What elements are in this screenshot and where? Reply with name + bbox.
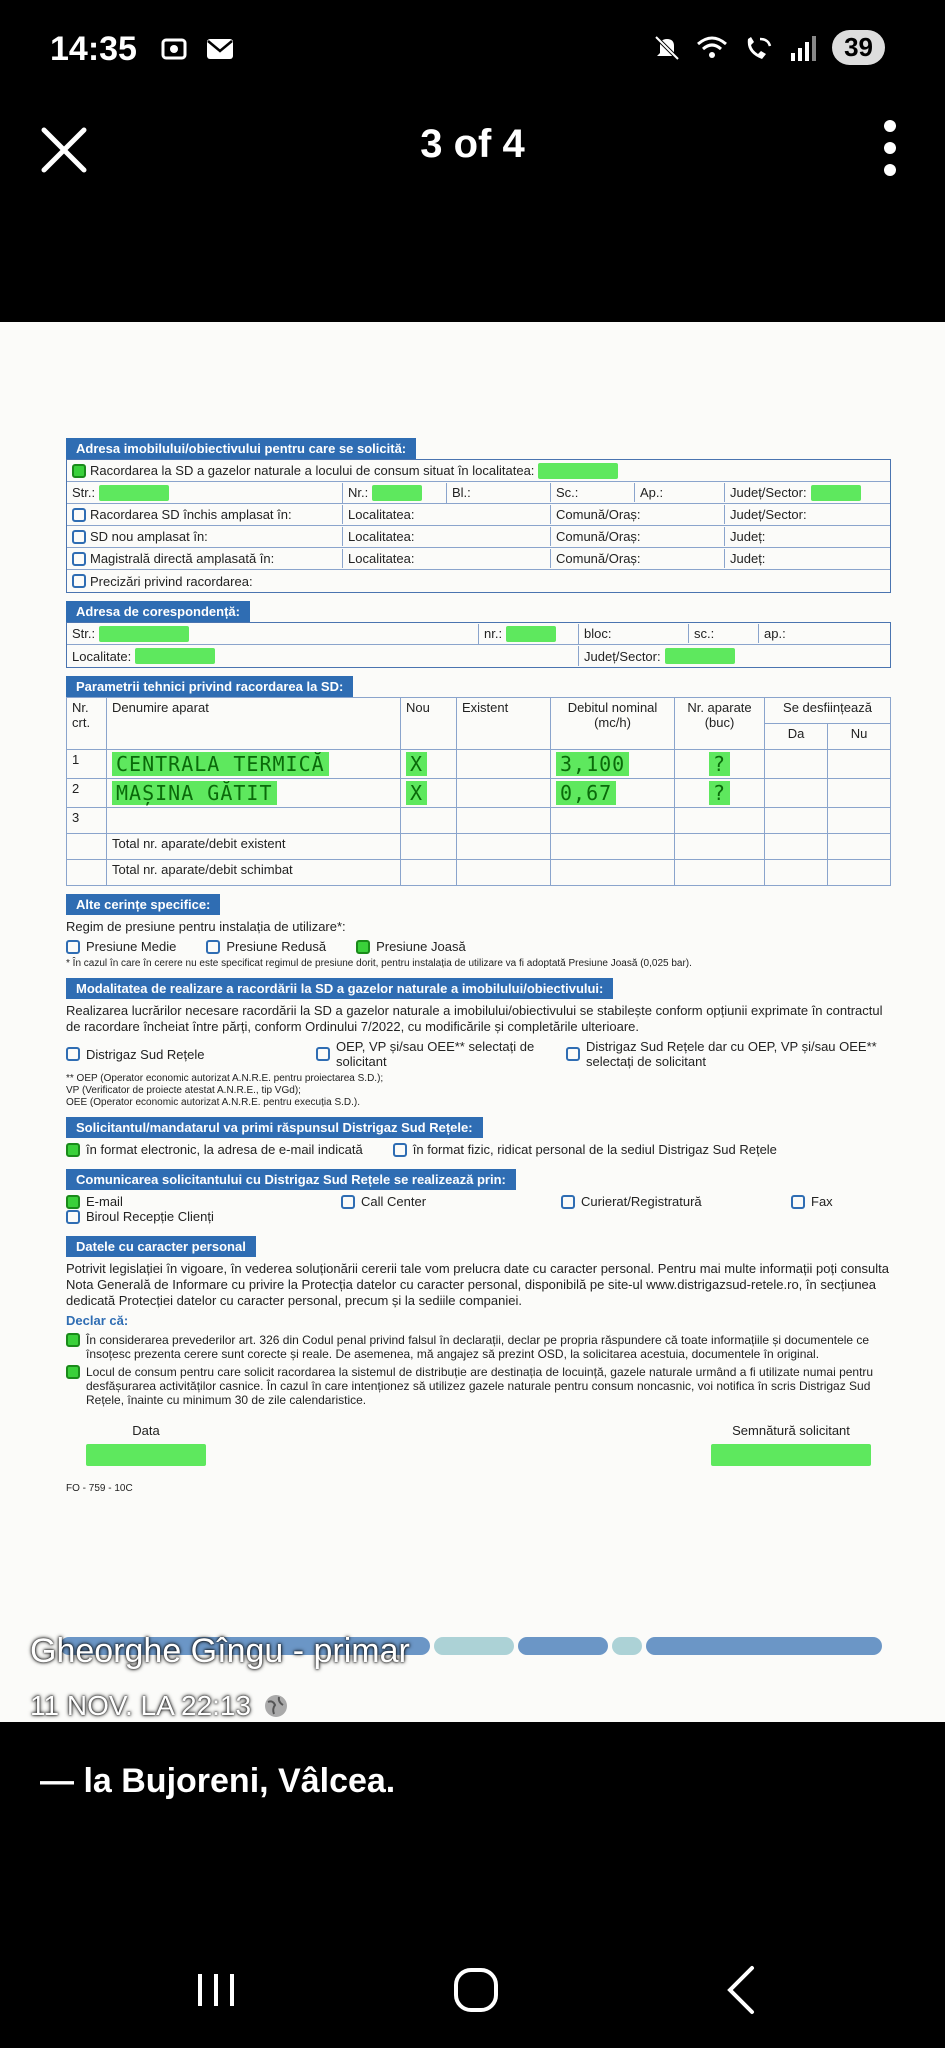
signal-icon <box>788 33 818 63</box>
checkbox[interactable] <box>393 1143 407 1157</box>
table-row: Total nr. aparate/debit existent <box>67 834 891 860</box>
checkbox[interactable] <box>72 508 86 522</box>
execution-options: Distrigaz Sud Rețele OEP, VP și/sau OEE** selectați de solicitant Distrigaz Sud Rețele dar cu OEP, VP și/sau OEE** selectați de solicitant <box>66 1039 891 1069</box>
checkbox[interactable] <box>561 1195 575 1209</box>
section-header: Modalitatea de realizare a racordării la SD a gazelor naturale a imobilului/obiectivului: <box>66 978 613 999</box>
home-icon[interactable] <box>446 1960 506 2020</box>
section-header: Alte cerințe specifice: <box>66 894 220 915</box>
communication-options: E-mail Call Center Curierat/Registratură Fax Biroul Recepție Clienți <box>66 1194 891 1224</box>
handwritten-entry: ? <box>709 752 730 776</box>
handwritten-entry: CENTRALA TERMICĂ <box>112 752 329 776</box>
section-header: Comunicarea solicitantului cu Distrigaz Sud Rețele se realizează prin: <box>66 1169 516 1190</box>
handwritten-entry: MAȘINA GĂTIT <box>112 781 277 805</box>
response-options: în format electronic, la adresa de e-mail indicată în format fizic, ridicat personal de la sediul Distrigaz Sud Rețele <box>66 1142 891 1157</box>
table-row: 1 CENTRALA TERMICĂ X 3,100 ? <box>67 750 891 779</box>
wifi-call-icon <box>742 33 774 63</box>
checkbox[interactable] <box>66 1210 80 1224</box>
page-counter: 3 of 4 <box>420 122 525 166</box>
handwritten-entry: 3,100 <box>556 752 629 776</box>
battery-level: 39 <box>832 30 885 65</box>
more-options-icon[interactable] <box>875 116 905 180</box>
checkbox[interactable] <box>66 1333 80 1347</box>
checkbox[interactable] <box>66 1143 80 1157</box>
section-header: Parametrii tehnici privind racordarea la SD: <box>66 676 353 697</box>
location-tag[interactable]: — la Bujoreni, Vâlcea. <box>40 1762 396 1800</box>
post-author[interactable]: Gheorghe Gîngu - primar <box>30 1632 410 1670</box>
status-bar <box>0 0 945 100</box>
signature-area: Data Semnătură solicitant <box>66 1423 891 1469</box>
screenshot-icon <box>158 33 190 65</box>
handwritten-entry: X <box>406 752 427 776</box>
checkbox[interactable] <box>66 940 80 954</box>
pressure-options: Presiune Medie Presiune Redusă Presiune Joasă <box>66 939 891 954</box>
checkbox[interactable] <box>72 530 86 544</box>
checkbox[interactable] <box>66 1365 80 1379</box>
table-row: Total nr. aparate/debit schimbat <box>67 860 891 886</box>
checkbox[interactable] <box>356 940 370 954</box>
mailing-address-box: Str.: nr.: bloc: sc.: ap.: Localitate: Județ/Sector: <box>66 622 891 668</box>
section-header: Adresa imobilului/obiectivului pentru care se solicită: <box>66 438 416 459</box>
technical-parameters-table: Nr. crt. Denumire aparat Nou Existent Debitul nominal (mc/h) Nr. aparate (buc) Se desființează Da Nu 1 CENTRALA TERMICĂ X 3,100 ? 2 MAȘINA GĂTIT X 0,67 ? 3 Total nr. aparate/debit existent Total nr. aparate/debit schimbat <box>66 697 891 886</box>
wifi-icon <box>696 33 728 63</box>
back-icon[interactable] <box>712 1960 772 2020</box>
checkbox[interactable] <box>72 464 86 478</box>
checkbox[interactable] <box>72 552 86 566</box>
table-row: 3 <box>67 808 891 834</box>
mail-icon <box>204 33 236 65</box>
handwritten-entry: X <box>406 781 427 805</box>
mute-icon <box>652 33 682 63</box>
handwritten-entry: 0,67 <box>556 781 616 805</box>
globe-icon <box>263 1693 289 1719</box>
checkbox[interactable] <box>791 1195 805 1209</box>
document-photo[interactable] <box>0 322 945 1722</box>
section-header: Datele cu caracter personal <box>66 1236 256 1257</box>
handwritten-entry: ? <box>709 781 730 805</box>
checkbox[interactable] <box>206 940 220 954</box>
checkbox[interactable] <box>66 1195 80 1209</box>
viewer-top-bar <box>0 100 945 290</box>
table-row: 2 MAȘINA GĂTIT X 0,67 ? <box>67 779 891 808</box>
section-header: Solicitantul/mandatarul va primi răspunsul Distrigaz Sud Rețele: <box>66 1117 483 1138</box>
checkbox[interactable] <box>72 574 86 588</box>
checkbox[interactable] <box>566 1047 580 1061</box>
checkbox[interactable] <box>316 1047 330 1061</box>
property-address-box: Racordarea la SD a gazelor naturale a locului de consum situat în localitatea: Str.: Nr.: Bl.: Sc.: Ap.: Județ/Sector: Racordarea SD închis amplasat în: Localitatea: Comună/Oraș: Județ/Sector: SD nou amplasat în: Localitatea: Comună/Oraș: Județ: Magistrală directă amplasată în: Localitatea: Comună/Oraș: Județ: Precizări privind racordarea: <box>66 459 891 593</box>
recent-apps-icon[interactable] <box>186 1960 246 2020</box>
system-nav-bar <box>0 1930 945 2048</box>
checkbox[interactable] <box>341 1195 355 1209</box>
section-header: Adresa de corespondență: <box>66 601 250 622</box>
gas-connection-form: Adresa imobilului/obiectivului pentru care se solicită: Racordarea la SD a gazelor naturale a locului de consum situat în localitatea: Str.: Nr.: Bl.: Sc.: Ap.: Județ/Sector: Racordarea SD închis amplasat în: Localitatea: Comună/Oraș: Județ/Sector: SD nou amplasat în: Localitatea: Comună/Oraș: Județ: Magistrală directă amplasată în: Localitatea: Comună/Oraș: Județ: Precizări privind racordarea: Adresa de corespondență: Str.: nr.: bloc: sc.: ap.: Localitate: Județ/Sector: Parametrii tehnici privind racordarea la SD: Nr. crt. Denumire aparat Nou Existent Debitul nominal (mc/h) Nr. aparate (buc) Se desființează Da Nu 1 CENTRALA TERMICĂ X 3,100 ? 2 MAȘINA GĂTIT X 0,67 ? 3 Total nr. aparate/debit existent Total nr. aparate/debit schimbat Alte cerințe specifice: Regim de presiune pentru instalația de utilizare*: Presiune Medie Presiune Redusă Presiune Joasă * În cazul în care în cerere nu este specificat regimul de presiune dorit, pentru instalația de utilizare va fi adoptată Presiune Joasă (0,025 bar). Modalitatea de realizare a racordării la SD a gazelor naturale a imobilului/obiectivului: Realizarea lucrărilor necesare racordării la SD a gazelor naturale a imobilului/obiectivului se stabilește conform opțiunii exprimate în contractul de racordare încheiat între părți, conform Ordinului 7/2022, cu modificările și completările ulterioare. Distrigaz Sud Rețele OEP, VP și/sau OEE** selectați de solicitant Distrigaz Sud Rețele dar cu OEP, VP și/sau OEE** selectați de solicitant ** OEP (Operator economic autorizat A.N.R.E. pentru proiectarea S.D.); VP (Verificator de proiecte atestat A.N.R.E., tip VGd); OEE (Operator economic autorizat A.N.R.E. pentru execuția S.D.). Solicitantul/mandatarul va primi răspunsul Distrigaz Sud Rețele: în format electronic, la adresa de e-mail indicată în format fizic, ridicat personal de la sediul Distrigaz Sud Rețele Comunicarea solicitantului cu Distrigaz Sud Rețele se realizează prin: E-mail Call Center Curierat/Registratură Fax Biroul Recepție Clienți Datele cu caracter personal Potrivit legislației în vigoare, în vederea soluționării cererii tale vom prelucra date cu caracter personal. Pentru mai multe informații poți consulta Nota Generală de Informare cu privire la Protecția datelor cu caracter personal, disponibilă pe site-ul www.distrigazsud-retele.ro, în secțiunea dedicată Protecției datelor cu caracter personal, precum și la sediile companiei. Declar că: În considerarea prevederilor art. 326 din Codul penal privind falsul în declarații, declar pe propria răspundere că toate informațiile și documentele ce însoțesc prezenta cerere sunt corecte și reale. De asemenea, mă angajez să prezint OSD, la solicitarea acestuia, documentele în original. Locul de consum pentru care solicit racordarea la sistemul de distribuție are destinația de locuință, gazele naturale urmând a fi utilizate numai pentru desfășurarea activităților casnice. În cazul în care intenționez să utilizez gazele naturale pentru consum noncasnic, voi notifica în scris Distrigaz Sud Rețele, înainte cu minimum 30 de zile calendaristice. Data Semnătură solicitant FO - 759 - 10C <box>66 430 891 1495</box>
checkbox[interactable] <box>66 1047 80 1061</box>
post-date: 11 NOV. LA 22:13 <box>30 1690 289 1722</box>
clock: 14:35 <box>50 30 137 68</box>
